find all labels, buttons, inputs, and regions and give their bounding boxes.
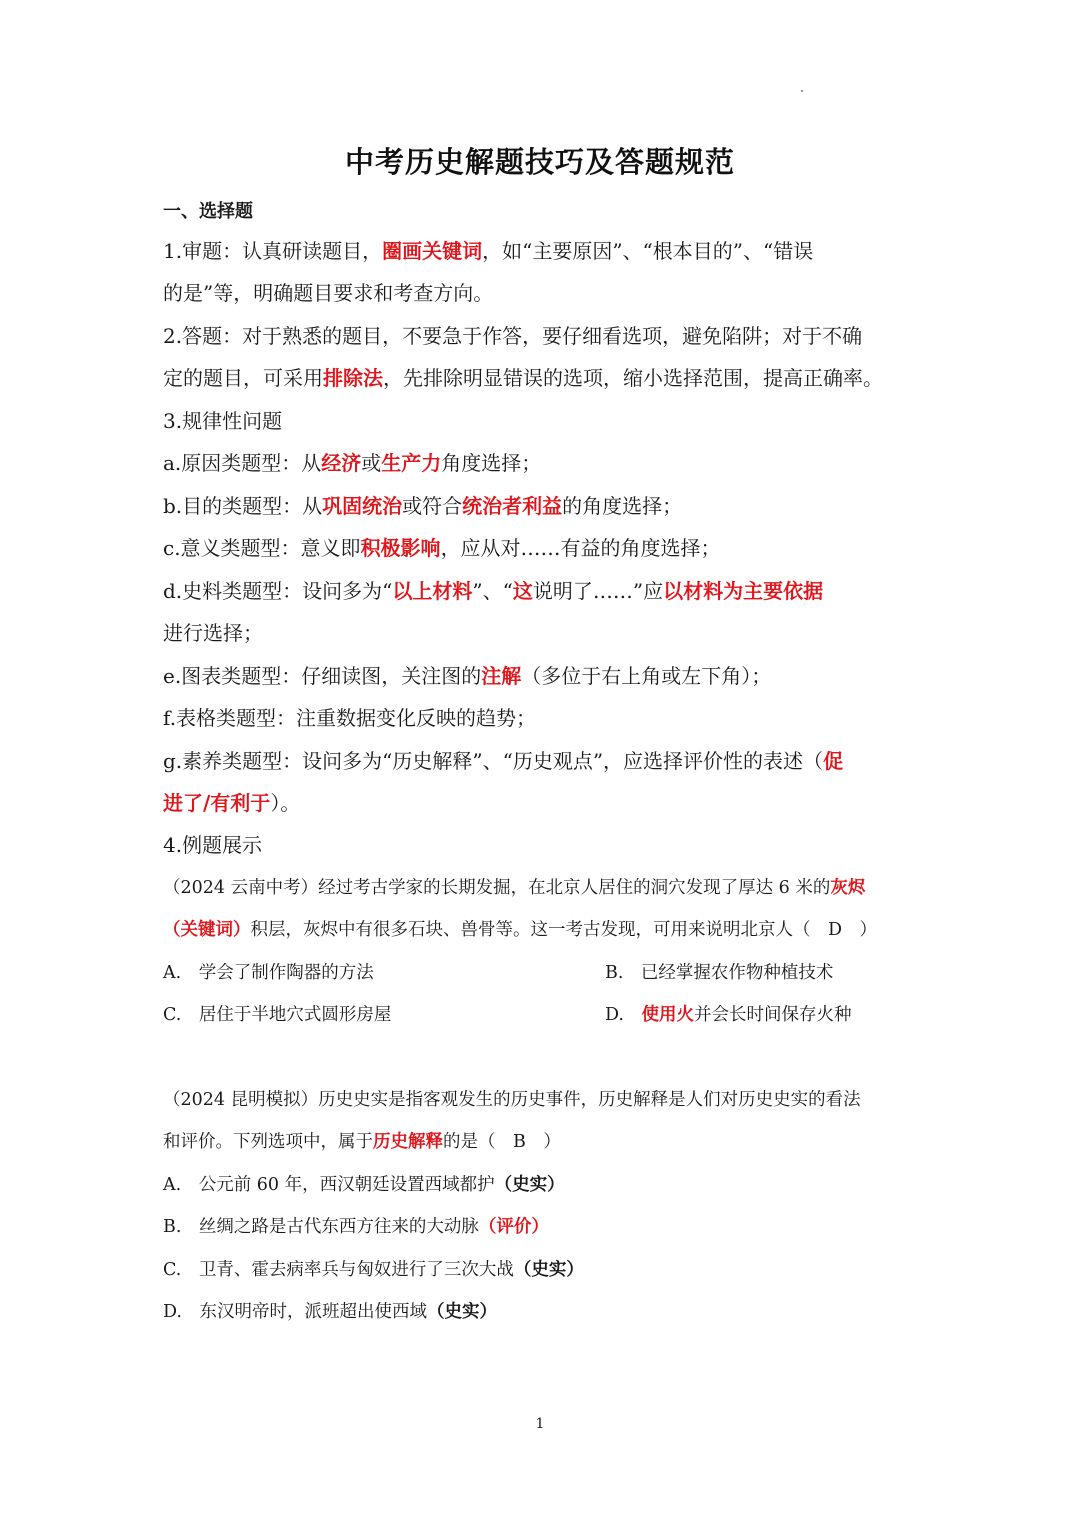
example-2-option-a: A. 公元前 60 年，西汉朝廷设置西域都护（史实） [163, 1175, 565, 1195]
rule-f: f.表格类题型：注重数据变化反映的趋势； [163, 706, 537, 730]
speck [801, 90, 803, 92]
example-1-stem: （2024 云南中考）经过考古学家的长期发掘，在北京人居住的洞穴发现了厚达 6 米的灰烬 [163, 878, 866, 898]
example-2-option-c: C. 卫青、霍去病率兵与匈奴进行了三次大战（史实） [163, 1260, 584, 1280]
page-number: 1 [535, 1416, 545, 1432]
paragraph-1: 1.审题：认真研读题目，圈画关键词，如“主要原因”、“根本目的”、“错误 [163, 239, 814, 263]
rule-c: c.意义类题型：意义即积极影响，应从对……有益的角度选择； [163, 536, 721, 560]
rule-b: b.目的类题型：从巩固统治或符合统治者利益的角度选择； [163, 494, 683, 518]
section-heading: 一、选择题 [163, 201, 253, 222]
example-1-option-c: C. 居住于半地穴式圆形房屋 [163, 1005, 392, 1025]
rule-a: a.原因类题型：从经济或生产力角度选择； [163, 451, 542, 475]
paragraph-4: 4.例题展示 [163, 833, 263, 857]
paragraph-2: 2.答题：对于熟悉的题目，不要急于作答，要仔细看选项，避免陷阱；对于不确 [163, 324, 863, 348]
example-1-option-a: A. 学会了制作陶器的方法 [163, 963, 374, 983]
rule-g-cont: 进了/有利于）。 [163, 791, 301, 815]
rule-g: g.素养类题型：设问多为“历史解释”、“历史观点”，应选择评价性的表述（促 [163, 749, 844, 773]
paragraph-1-cont: 的是”等，明确题目要求和考查方向。 [163, 281, 494, 305]
example-2-option-b: B. 丝绸之路是古代东西方往来的大动脉（评价） [163, 1217, 549, 1237]
example-2-stem-cont: 和评价。下列选项中，属于历史解释的是（ B ） [163, 1132, 561, 1152]
example-2-option-d: D. 东汉明帝时，派班超出使西域（史实） [163, 1302, 497, 1322]
example-2-stem: （2024 昆明模拟）历史史实是指客观发生的历史事件，历史解释是人们对历史史实的看法 [163, 1090, 861, 1110]
example-1-option-d: D. 使用火并会长时间保存火种 [605, 1005, 852, 1025]
example-1-stem-cont: （关键词）积层，灰烬中有很多石块、兽骨等。这一考古发现，可用来说明北京人（ D ） [163, 920, 878, 940]
rule-e: e.图表类题型：仔细读图，关注图的注解（多位于右上角或左下角）； [163, 664, 772, 688]
page-title: 中考历史解题技巧及答题规范 [344, 145, 735, 179]
example-1-option-b: B. 已经掌握农作物种植技术 [605, 963, 834, 983]
paragraph-2-cont: 定的题目，可采用排除法，先排除明显错误的选项，缩小选择范围，提高正确率。 [163, 366, 883, 390]
rule-d: d.史料类题型：设问多为“以上材料”、“这说明了……”应以材料为主要依据 [163, 579, 824, 603]
paragraph-3: 3.规律性问题 [163, 409, 283, 433]
rule-d-cont: 进行选择； [163, 621, 263, 645]
